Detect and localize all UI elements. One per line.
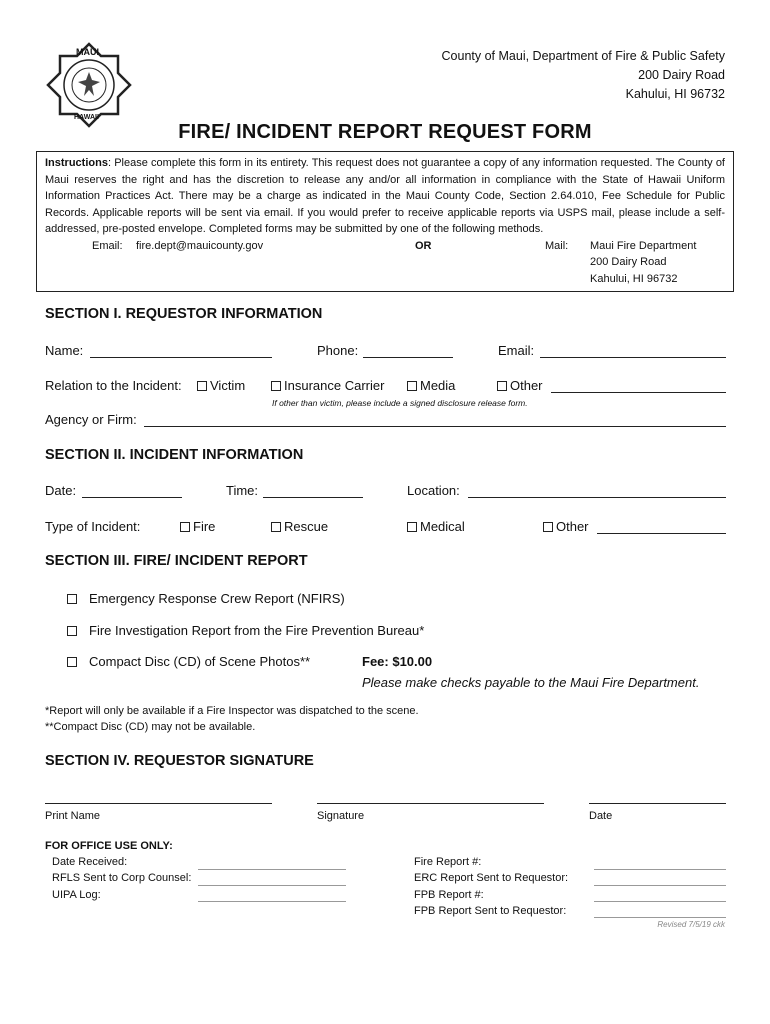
option-label: Fire <box>193 519 216 534</box>
option-label: Rescue <box>284 519 329 534</box>
type-fire[interactable] <box>180 519 215 534</box>
office-label: UIPA Log: <box>52 888 101 901</box>
relation-label: Relation to the Incident: <box>45 378 182 393</box>
email-method-label: Email: <box>92 239 123 252</box>
section-3-heading: SECTION III. FIRE/ INCIDENT REPORT <box>45 553 308 569</box>
address-line: Kahului, HI 96732 <box>625 87 725 101</box>
date-label: Date: <box>45 483 77 498</box>
date-received-field[interactable] <box>198 869 346 870</box>
relation-insurance-carrier[interactable] <box>271 378 384 393</box>
checkbox[interactable] <box>543 522 553 532</box>
section-1-heading: SECTION I. REQUESTOR INFORMATION <box>45 306 323 322</box>
office-label: FPB Report Sent to Requestor: <box>414 904 567 917</box>
instructions-text: : Please complete this form in its entirety. This request does not guarantee a copy of any information requested. The County of Maui reserves the right and has the discretion to release any and/or all information in compliance with the State of Hawaii Uniform Information Practices Act. There may be a charge as indicated in the Maui County Code, Section 2.64.010, Fee Schedule for Public Records. Applicable reports will be sent via email. If you would prefer to receive applicable reports via USPS mail, please include a self-addressed, pre-posted envelope. Completed forms may be submitted by one of the following methods. <box>45 157 725 235</box>
email-field[interactable] <box>540 344 726 358</box>
department-address <box>442 47 725 104</box>
checkbox[interactable] <box>407 522 417 532</box>
option-label: Medical <box>420 519 465 534</box>
type-other[interactable] <box>543 519 589 534</box>
agency-field[interactable] <box>144 413 726 427</box>
time-label: Time: <box>226 483 259 498</box>
report-option-nfirs[interactable] <box>67 591 345 606</box>
type-other-field[interactable] <box>597 520 726 534</box>
footnote: *Report will only be available if a Fire Inspector was dispatched to the scene. <box>45 705 419 717</box>
relation-other-field[interactable] <box>551 379 726 393</box>
section-2-heading: SECTION II. INCIDENT INFORMATION <box>45 447 304 463</box>
name-label: Name: <box>45 343 84 358</box>
checkbox[interactable] <box>67 657 77 667</box>
signature-date-field[interactable] <box>589 803 726 804</box>
checkbox[interactable] <box>180 522 190 532</box>
cd-fee: Fee: $10.00 <box>362 654 433 669</box>
option-label: Media <box>420 378 456 393</box>
instructions-label: Instructions <box>45 157 108 169</box>
rfls-sent-field[interactable] <box>198 885 346 886</box>
signature-label: Signature <box>317 810 365 822</box>
checkbox[interactable] <box>67 626 77 636</box>
option-label: Insurance Carrier <box>284 378 385 393</box>
logo-text-top: MAUI <box>76 47 99 57</box>
signature-field[interactable] <box>317 803 544 804</box>
address-line: County of Maui, Department of Fire & Public Safety <box>441 49 725 63</box>
mail-line: 200 Dairy Road <box>590 256 667 268</box>
checkbox[interactable] <box>67 594 77 604</box>
print-name-field[interactable] <box>45 803 272 804</box>
email-method-value: fire.dept@mauicounty.gov <box>136 239 264 252</box>
phone-field[interactable] <box>363 344 453 358</box>
revision-note: Revised 7/5/19 ckk <box>657 920 725 929</box>
fpb-report-number-field[interactable] <box>594 901 726 902</box>
report-option-cd[interactable] <box>67 654 310 669</box>
relation-note: If other than victim, please include a signed disclosure release form. <box>272 398 528 408</box>
footnotes <box>45 703 419 735</box>
relation-other[interactable] <box>497 378 543 393</box>
option-label: Other <box>510 378 543 393</box>
phone-label: Phone: <box>317 343 359 358</box>
fpb-report-sent-field[interactable] <box>594 917 726 918</box>
checkbox[interactable] <box>271 381 281 391</box>
form-title: FIRE/ INCIDENT REPORT REQUEST FORM <box>178 121 592 143</box>
relation-media[interactable] <box>407 378 455 393</box>
signature-date-label: Date <box>589 810 613 822</box>
option-label: Victim <box>210 378 246 393</box>
checkbox[interactable] <box>407 381 417 391</box>
type-rescue[interactable] <box>271 519 328 534</box>
email-label: Email: <box>498 343 535 358</box>
agency-label: Agency or Firm: <box>45 412 137 427</box>
location-label: Location: <box>407 483 460 498</box>
incident-location-field[interactable] <box>468 484 726 498</box>
mail-line: Maui Fire Department <box>590 239 697 252</box>
section-4-heading: SECTION IV. REQUESTOR SIGNATURE <box>45 753 314 769</box>
name-field[interactable] <box>90 344 272 358</box>
incident-type-label: Type of Incident: <box>45 519 141 534</box>
option-label: Emergency Response Crew Report (NFIRS) <box>89 591 345 606</box>
checkbox[interactable] <box>197 381 207 391</box>
office-use-heading: FOR OFFICE USE ONLY: <box>45 840 173 852</box>
office-label: Date Received: <box>52 856 128 868</box>
mail-line: Kahului, HI 96732 <box>590 272 678 285</box>
instructions-box <box>36 151 734 292</box>
logo-text-bottom: HAWAII <box>74 114 99 121</box>
office-label: Fire Report #: <box>414 856 482 868</box>
option-label: Fire Investigation Report from the Fire Prevention Bureau* <box>89 623 425 638</box>
footnote: **Compact Disc (CD) may not be available. <box>45 721 256 733</box>
option-label: Other <box>556 519 589 534</box>
report-option-investigation[interactable] <box>67 623 424 638</box>
office-label: ERC Report Sent to Requestor: <box>414 872 569 885</box>
relation-victim[interactable] <box>197 378 245 393</box>
print-name-label: Print Name <box>45 810 101 822</box>
type-medical[interactable] <box>407 519 465 534</box>
uipa-log-field[interactable] <box>198 901 346 902</box>
mail-method-label: Mail: <box>545 239 569 252</box>
checkbox[interactable] <box>271 522 281 532</box>
office-right-labels <box>414 854 568 919</box>
or-label: OR <box>415 239 432 252</box>
option-label: Compact Disc (CD) of Scene Photos** <box>89 654 311 669</box>
office-left-labels <box>52 854 191 903</box>
payment-note: Please make checks payable to the Maui Fire Department. <box>362 675 700 690</box>
incident-time-field[interactable] <box>263 484 363 498</box>
office-label: FPB Report #: <box>414 888 484 901</box>
address-line: 200 Dairy Road <box>638 68 725 82</box>
fire-report-number-field[interactable] <box>594 869 726 870</box>
maui-fire-department-logo <box>46 42 132 128</box>
erc-report-sent-field[interactable] <box>594 885 726 886</box>
office-label: RFLS Sent to Corp Counsel: <box>52 872 192 885</box>
incident-date-field[interactable] <box>82 484 182 498</box>
checkbox[interactable] <box>497 381 507 391</box>
